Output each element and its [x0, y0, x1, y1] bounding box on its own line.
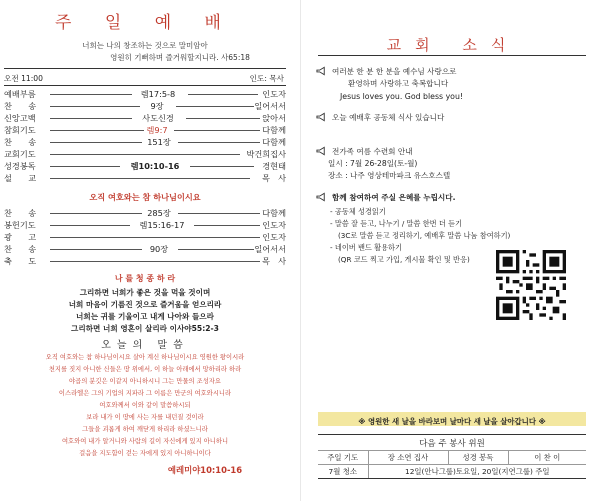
share-item: (3C로 말씀 듣고 정리하기, 예배후 말씀 나눔 참여하기) — [338, 231, 511, 240]
calling-line: 너희 마음이 기름진 것으로 즐거움을 얻으리라 — [68, 300, 222, 309]
share-item: (QR 코드 찍고 가입, 게시물 확인 및 반응) — [338, 255, 470, 264]
verse-line-2: 영원히 기뻐하며 즐거워할지니라. 사65:18 — [110, 53, 250, 62]
share-item: - 말씀 잘 듣고, 나누기 / 말씀 한번 더 듣기 — [330, 219, 463, 228]
news-line: 장소 : 나주 영상테마파크 유스호스텔 — [328, 171, 451, 180]
word-line: 천지를 짓지 아니한 신들은 땅 위에서, 이 하늘 아래에서 망하리라 하라 — [48, 366, 242, 373]
motto-banner — [318, 412, 586, 426]
news-english: Jesus loves you. God bless you! — [340, 92, 464, 101]
news-line: 일시 : 7월 26-28일(토-월) — [328, 159, 418, 168]
duty-cell: 장 소연 집사 — [368, 451, 448, 465]
word-line: 보라 내가 이 땅에 사는 자를 내던질 것이라 — [86, 414, 204, 421]
news-line: 오늘 예배후 공동체 식사 있습니다 — [332, 113, 445, 122]
verse-line-1: 너희는 나의 창조하는 것으로 말미암아 — [82, 41, 208, 50]
duty-cell: 12일(안나그룹)토요일, 20일(지연그룹) 주일 — [368, 465, 586, 479]
announcement-icon — [316, 112, 327, 122]
calling-line: 그리하면 너희가 좋은 것을 먹을 것이며 — [79, 288, 211, 297]
order-row: 축 도 목 사 — [4, 256, 286, 266]
duty-cell: 주일 기도 — [318, 451, 368, 465]
word-line: 이스라엘은 그의 기업의 지파라 그 이름은 만군의 여호와시니라 — [58, 390, 232, 397]
news-title: 교회 소식 — [386, 36, 520, 54]
worship-title: 주 일 예 배 — [55, 13, 235, 33]
word-title: 오늘의 말씀 — [101, 340, 189, 351]
order-row: 신앙고백 사도신경 앉아서 — [4, 113, 286, 123]
order-row: 예배부름 렘17:5-8 인도자 — [4, 89, 286, 99]
word-line: 그들을 괴롭게 하여 깨닫게 하리라 하셨느니라 — [82, 426, 208, 433]
announcement-icon — [316, 146, 327, 156]
order-row: 찬 송 285장 다함께 — [4, 208, 286, 218]
announcement-icon — [316, 192, 327, 202]
word-line: 여호와께서 이와 같이 말씀하시되 — [99, 402, 191, 409]
word-line: 걸음을 지도함이 걷는 자에게 있지 아니하니이다 — [79, 450, 211, 457]
share-title: 함께 참여하여 주실 은혜를 누립시다. — [332, 193, 456, 202]
duty-table — [318, 434, 586, 479]
duty-cell: 이 찬 이 — [508, 451, 586, 465]
order-row: 찬 송 90장 일어서서 — [4, 244, 286, 254]
order-row: 봉헌기도 렘15:16-17 인도자 — [4, 220, 286, 230]
order-row: 교회기도 박건희집사 — [4, 149, 286, 159]
sermon-title: 오직 여호와는 참 하나님이시요 — [89, 192, 201, 202]
order-row: 설 교 목 사 — [4, 173, 286, 183]
calling-line: 너희는 귀를 기울이고 내게 나아와 들으라 — [76, 312, 214, 321]
announcement-icon — [316, 66, 327, 76]
duty-title: 다음 주 봉사 위원 — [318, 435, 586, 451]
order-row: 참회기도 렘9:7 다함께 — [4, 125, 286, 135]
word-reference: 예레미야10:10-16 — [167, 465, 243, 475]
news-line: 전가족 여름 수련회 안내 — [332, 147, 413, 156]
news-line: 여러분 한 분 한 분을 예수님 사랑으로 — [332, 67, 457, 76]
word-line: 여호와여 내가 알거니와 사람의 길이 자신에게 있지 아니하니 — [61, 438, 229, 445]
share-item: - 네이버 밴드 활용하기 — [330, 243, 402, 252]
order-row: 찬 송 9장 일어서서 — [4, 101, 286, 111]
share-item: - 공동체 성경읽기 — [330, 207, 386, 216]
service-time: 오전 11:00 — [4, 74, 43, 83]
calling-title: 나 를 청 종 하 라 — [114, 274, 176, 283]
duty-cell: 7월 청소 — [318, 465, 368, 479]
order-row: 성경봉독 렘10:10-16 경현태 — [4, 161, 286, 171]
calling-line: 그리하면 너희 영혼이 살리라 이사야55:2-3 — [71, 324, 219, 333]
order-row: 광 고 인도자 — [4, 232, 286, 242]
qr-code-icon[interactable] — [496, 250, 566, 320]
service-leader: 인도: 목사 — [249, 74, 284, 83]
duty-cell: 성경 봉독 — [448, 451, 508, 465]
word-line: 야곱의 분깃은 이같지 아니하시니 그는 만물의 조성자요 — [69, 378, 221, 385]
order-row: 찬 송 151장 다함께 — [4, 137, 286, 147]
word-line: 오직 여호와는 참 하나님이시요 살아 계신 하나님이시요 영원한 왕이시라 — [45, 354, 245, 361]
news-line: 환영하며 사랑하고 축복합니다 — [348, 79, 449, 88]
motto-banner-text: ※ 영원한 새 날을 바라보며 날마다 새 날을 살아갑니다 ※ — [358, 417, 546, 426]
